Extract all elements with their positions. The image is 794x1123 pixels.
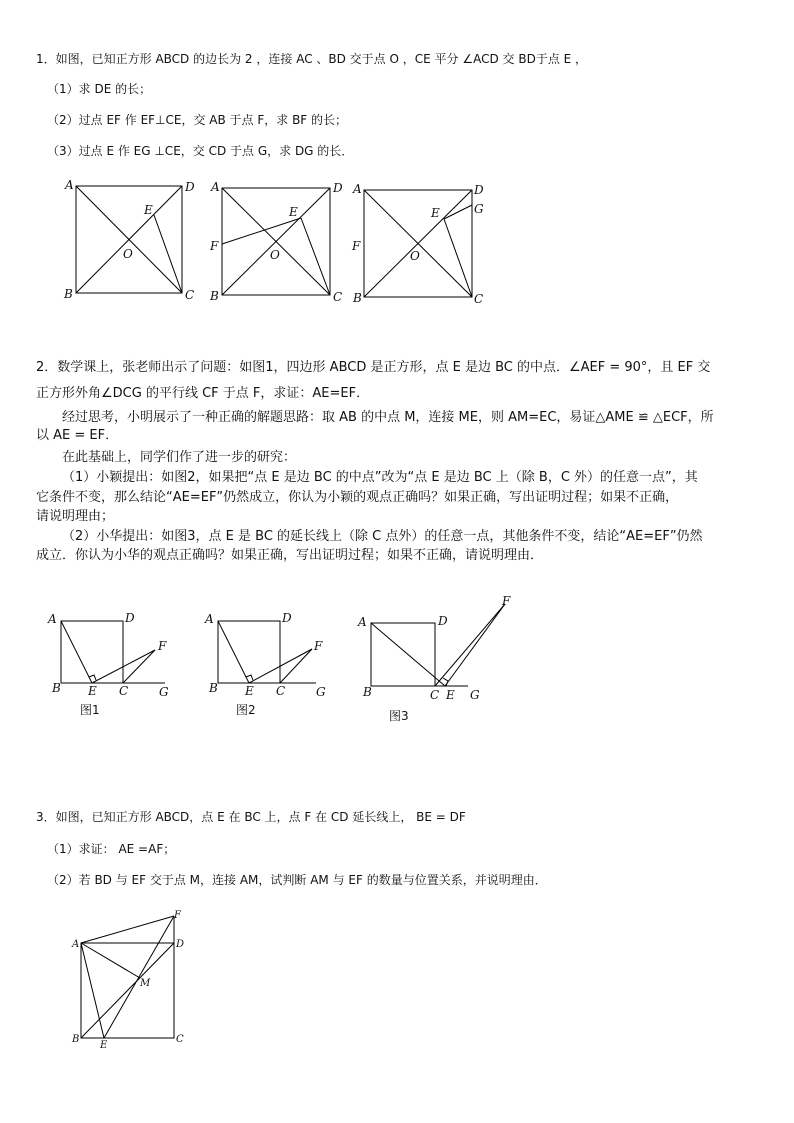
q2f3-square <box>371 623 435 686</box>
q2f1-label-b: B <box>52 681 61 695</box>
q2f1-label-d: D <box>125 611 135 625</box>
q2-line-5: 在此基础上，同学们作了进一步的研究： <box>62 450 297 465</box>
q1-part2: （2）过点 EF 作 EF⊥CE，交 AB 于点 F，求 BF 的长； <box>47 113 348 127</box>
q2f1-segment-ae <box>61 621 92 683</box>
q3-label-m: M <box>140 978 151 989</box>
q2-caption-fig3: 图3 <box>389 709 409 723</box>
q2f1-label-e: E <box>88 684 97 698</box>
q3-label-d: D <box>176 939 185 950</box>
q2f2-square <box>218 621 280 683</box>
q2f2-label-b: B <box>209 681 218 695</box>
q2f3-label-c: C <box>430 688 440 702</box>
q2-line-2: 正方形外角∠DCG 的平行线 CF 于点 F，求证：AE=EF． <box>36 386 370 401</box>
q2f3-segment-ef <box>445 604 505 686</box>
q3-segment-af <box>81 916 174 943</box>
q2f3-label-e: E <box>446 688 455 702</box>
q1f3-label-f: F <box>352 239 361 253</box>
q2f1-label-c: C <box>119 684 129 698</box>
q2-line-3: 经过思考，小明展示了一种正确的解题思路：取 AB 的中点 M，连接 ME，则 AM=EC，易证△AME ≌ △ECF，所 <box>62 410 714 425</box>
q2f3-label-f: F <box>502 594 511 608</box>
q2f2-label-g: G <box>316 685 326 699</box>
q2f1-label-f: F <box>158 639 167 653</box>
q2f3-label-b: B <box>363 685 372 699</box>
q2-line-4: 以 AE = EF． <box>36 428 119 443</box>
q1f1-label-c: C <box>185 288 195 302</box>
q2f3-segment-ae <box>371 623 445 686</box>
q1-figure-1 <box>76 186 182 293</box>
q1f3-label-a: A <box>353 182 362 196</box>
q1f3-segment-ce <box>444 219 472 297</box>
q1f2-segment-ef <box>222 218 301 244</box>
q1f1-label-b: B <box>64 287 73 301</box>
q1f3-label-e: E <box>431 206 440 220</box>
q1f3-segment-eg <box>444 205 472 219</box>
q2f2-segment-ae <box>218 621 249 683</box>
q3-segment-am <box>81 943 140 978</box>
q3-figure <box>81 916 174 1038</box>
q1f2-label-b: B <box>210 289 219 303</box>
q1f3-label-o: O <box>410 249 420 263</box>
q3-label-b: B <box>72 1034 80 1045</box>
q1f1-segment-ce <box>154 215 182 293</box>
q2f1-segment-cf <box>123 650 155 683</box>
q1f3-label-g: G <box>474 202 484 216</box>
q2-line-8: 请说明理由； <box>36 509 115 524</box>
q1f3-label-d: D <box>474 183 484 197</box>
q1f3-label-b: B <box>353 291 362 305</box>
q2f3-label-a: A <box>358 615 367 629</box>
q2-caption-fig2: 图2 <box>236 703 256 717</box>
q2-line-9: （2）小华提出：如图3，点 E 是 BC 的延长线上（除 C 点外）的任意一点，其他条件不变，结论“AE=EF”仍然 <box>62 529 703 544</box>
q1-figure-3 <box>364 190 472 297</box>
q2f2-label-d: D <box>282 611 292 625</box>
q2f1-label-g: G <box>159 685 169 699</box>
q2f1-square <box>61 621 123 683</box>
q1f2-label-d: D <box>333 181 343 195</box>
q1f2-segment-ce <box>301 218 330 295</box>
q2-line-10: 成立．你认为小华的观点正确吗？如果正确，写出证明过程；如果不正确，请说明理由． <box>36 548 544 563</box>
q2f3-label-d: D <box>438 614 448 628</box>
q3-label-a: A <box>72 939 80 950</box>
q3-label-e: E <box>100 1040 108 1051</box>
q1-figure-2 <box>222 188 330 295</box>
q1f1-label-d: D <box>185 180 195 194</box>
q3-label-c: C <box>176 1034 184 1045</box>
q1f2-label-e: E <box>289 205 298 219</box>
q2f2-label-f: F <box>314 639 323 653</box>
q1-part3: （3）过点 E 作 EG ⊥CE，交 CD 于点 G，求 DG 的长． <box>47 144 354 158</box>
q3-segment-ae <box>81 943 104 1038</box>
q2-caption-fig1: 图1 <box>80 703 100 717</box>
q1-stem: 1．如图，已知正方形 ABCD 的边长为 2 ，连接 AC 、BD 交于点 O ，CE 平分 ∠ACD 交 BD于点 E ， <box>36 52 588 66</box>
q1f2-label-c: C <box>333 290 343 304</box>
q1f1-label-e: E <box>144 203 153 217</box>
q2f3-label-g: G <box>470 688 480 702</box>
q1f2-label-a: A <box>211 180 220 194</box>
q1-part1: （1）求 DE 的长； <box>47 82 152 96</box>
q3-stem: 3．如图，已知正方形 ABCD，点 E 在 BC 上，点 F 在 CD 延长线上， BE = DF <box>36 810 466 824</box>
q3-label-f: F <box>174 910 181 921</box>
q2-figure-2 <box>218 621 316 683</box>
q2f2-label-c: C <box>276 684 286 698</box>
q1f3-label-c: C <box>474 292 484 306</box>
q2f2-label-a: A <box>205 612 214 626</box>
q3-diagonal-bd <box>81 943 174 1038</box>
q1f1-label-o: O <box>123 247 133 261</box>
q2-figure-1 <box>61 621 165 683</box>
q1f1-label-a: A <box>65 178 74 192</box>
q2-line-1: 2．数学课上，张老师出示了问题：如图1，四边形 ABCD 是正方形，点 E 是边 BC 的中点．∠AEF = 90°，且 EF 交 <box>36 360 711 375</box>
q1f2-label-o: O <box>270 248 280 262</box>
q2f2-label-e: E <box>245 684 254 698</box>
q2-line-7: 它条件不变，那么结论“AE=EF”仍然成立，你认为小颖的观点正确吗？如果正确，写出证明过程；如果不正确， <box>36 490 679 505</box>
q2f1-label-a: A <box>48 612 57 626</box>
q2f2-segment-cf <box>280 649 312 683</box>
q3-part2: （2）若 BD 与 EF 交于点 M，连接 AM，试判断 AM 与 EF 的数量与位置关系，并说明理由． <box>47 873 547 887</box>
q3-part1: （1）求证： AE =AF； <box>47 842 176 856</box>
q2-line-6: （1）小颖提出：如图2，如果把“点 E 是边 BC 的中点”改为“点 E 是边 BC 上（除 B，C 外）的任意一点”，其 <box>62 470 698 485</box>
q1f2-label-f: F <box>210 239 219 253</box>
